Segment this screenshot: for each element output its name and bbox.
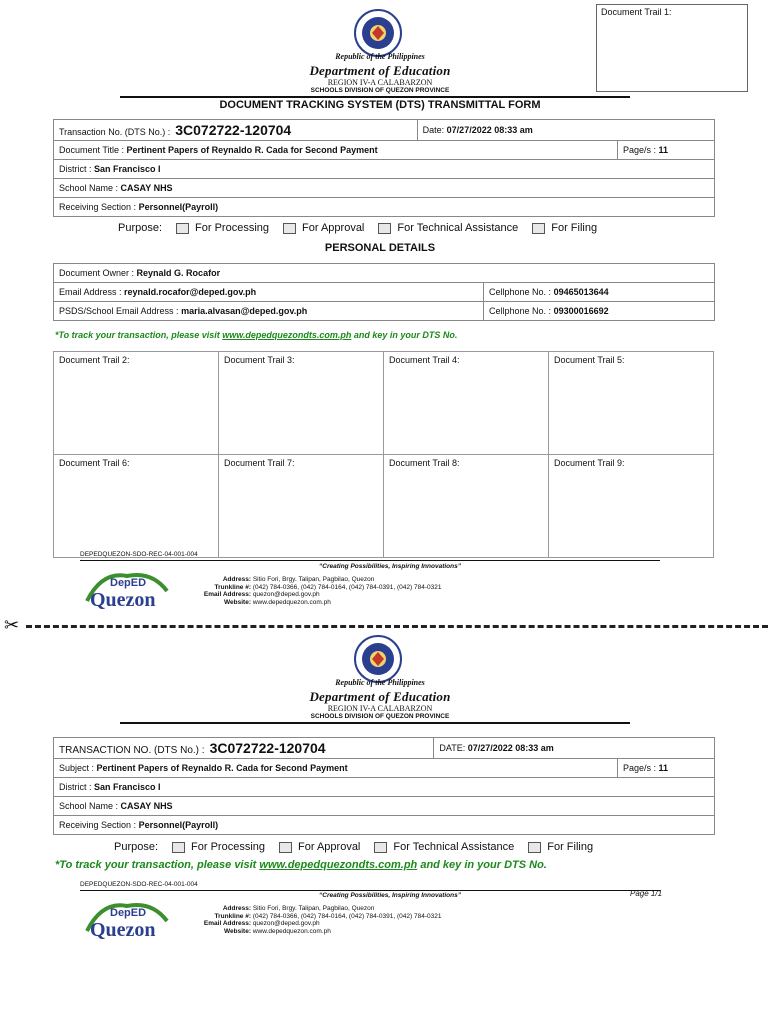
option-technical-assistance: For Technical Assistance bbox=[397, 222, 519, 234]
bottom-section-cell bbox=[54, 816, 715, 835]
footer-rule bbox=[80, 890, 660, 891]
email-label: Email Address : bbox=[59, 287, 122, 297]
republic-text: Republic of the Philippines bbox=[335, 52, 425, 61]
trunkline-value: (042) 784-0366, (042) 784-0164, (042) 784-0391, (042) 784-0321 bbox=[252, 583, 442, 591]
option-processing: For Processing bbox=[195, 222, 270, 234]
bottom-tracking-note-prefix: *To track your transaction, please visit bbox=[55, 859, 260, 871]
bottom-option-technical-assistance: For Technical Assistance bbox=[393, 841, 515, 853]
bottom-pages-label: Page/s : bbox=[623, 763, 657, 773]
cell-label: Cellphone No. : bbox=[489, 287, 552, 297]
tracking-note-suffix: and key in your DTS No. bbox=[351, 330, 458, 340]
bottom-transmittal-table bbox=[53, 737, 715, 835]
checkbox-processing[interactable] bbox=[176, 223, 189, 234]
bottom-pages-cell bbox=[618, 759, 715, 778]
footer-email-label: Email Address: bbox=[203, 591, 251, 598]
document-trail-1-box bbox=[596, 4, 748, 92]
footer-email-label: Email Address: bbox=[203, 920, 251, 927]
checkbox-technical-assistance[interactable] bbox=[378, 223, 391, 234]
tracking-note bbox=[55, 330, 457, 340]
division-text: SCHOOLS DIVISION OF QUEZON PROVINCE bbox=[310, 87, 450, 94]
section-cell bbox=[54, 198, 715, 217]
bottom-school-label: School Name : bbox=[59, 801, 119, 811]
footer-contact bbox=[156, 905, 441, 935]
transmittal-table bbox=[53, 119, 715, 217]
bottom-district-label: District : bbox=[59, 782, 92, 792]
school-cell bbox=[54, 179, 715, 198]
header-rule bbox=[120, 96, 630, 98]
footer-email-value: quezon@deped.gov.ph bbox=[252, 920, 320, 927]
date-label: Date: bbox=[422, 125, 445, 135]
logo-quezon-text: Quezon bbox=[90, 919, 156, 941]
trunkline-label: Trunkline #: bbox=[214, 912, 251, 920]
trail-7: Document Trail 7: bbox=[219, 455, 384, 558]
tracking-note-prefix: *To track your transaction, please visit bbox=[55, 330, 223, 340]
district-value: San Francisco I bbox=[94, 164, 161, 174]
footer-code: DEPEDQUEZON-SDO-REC-04-001-004 bbox=[80, 551, 198, 558]
trail-2: Document Trail 2: bbox=[54, 352, 219, 455]
address-value: Sitio Fori, Brgy. Talipan, Pagbilao, Quezon bbox=[252, 905, 375, 912]
bottom-option-filing: For Filing bbox=[547, 841, 594, 853]
cell2-label: Cellphone No. : bbox=[489, 306, 552, 316]
division-text: SCHOOLS DIVISION OF QUEZON PROVINCE bbox=[310, 713, 450, 720]
bottom-purpose-row bbox=[114, 841, 593, 853]
bottom-transaction-value: 3C072722-120704 bbox=[209, 740, 326, 756]
header-rule bbox=[120, 722, 630, 724]
option-approval: For Approval bbox=[302, 222, 365, 234]
bottom-checkbox-technical-assistance[interactable] bbox=[374, 842, 387, 853]
psds-cell bbox=[54, 302, 484, 321]
date-cell bbox=[417, 120, 714, 141]
bottom-subject-cell bbox=[54, 759, 618, 778]
document-title-cell bbox=[54, 141, 618, 160]
form-title: DOCUMENT TRACKING SYSTEM (DTS) TRANSMITTAL FORM bbox=[219, 99, 541, 111]
logo-quezon-text: Quezon bbox=[90, 589, 156, 611]
checkbox-filing[interactable] bbox=[532, 223, 545, 234]
bottom-section-value: Personnel(Payroll) bbox=[138, 820, 219, 830]
bottom-school-cell bbox=[54, 797, 715, 816]
bottom-subject-label: Subject : bbox=[59, 763, 95, 773]
region-text: REGION IV-A CALABARZON bbox=[327, 78, 433, 87]
bottom-transaction-cell bbox=[54, 738, 434, 759]
address-value: Sitio Fori, Brgy. Talipan, Pagbilao, Quezon bbox=[252, 576, 375, 583]
department-text: Department of Education bbox=[309, 63, 451, 78]
trail-6: Document Trail 6: bbox=[54, 455, 219, 558]
pages-label: Page/s : bbox=[623, 145, 657, 155]
tracking-link[interactable]: www.depedquezondts.com.ph bbox=[222, 330, 352, 340]
bottom-transaction-label: TRANSACTION NO. (DTS No.) : bbox=[59, 745, 205, 756]
cell2-cell bbox=[484, 302, 715, 321]
trail-9: Document Trail 9: bbox=[549, 455, 714, 558]
footer-contact bbox=[156, 576, 441, 606]
cut-line bbox=[26, 625, 768, 628]
trail-3: Document Trail 3: bbox=[219, 352, 384, 455]
footer-motto: “Creating Possibilities, Inspiring Innovations” bbox=[319, 892, 461, 899]
bottom-option-processing: For Processing bbox=[191, 841, 266, 853]
section-label: Receiving Section : bbox=[59, 202, 137, 212]
address-label: Address: bbox=[222, 905, 251, 912]
trail-5: Document Trail 5: bbox=[549, 352, 714, 455]
page-indicator: Page 1/1 bbox=[630, 889, 663, 898]
school-label: School Name : bbox=[59, 183, 119, 193]
option-filing: For Filing bbox=[551, 222, 598, 234]
district-cell bbox=[54, 160, 715, 179]
bottom-section-label: Receiving Section : bbox=[59, 820, 137, 830]
trail-8: Document Trail 8: bbox=[384, 455, 549, 558]
bottom-date-cell bbox=[434, 738, 715, 759]
personal-details-heading: PERSONAL DETAILS bbox=[324, 242, 436, 254]
bottom-date-label: DATE: bbox=[439, 743, 466, 753]
website-label: Website: bbox=[224, 927, 251, 935]
bottom-pages-value: 11 bbox=[658, 763, 669, 773]
trunkline-label: Trunkline #: bbox=[214, 583, 251, 591]
owner-cell bbox=[54, 264, 715, 283]
bottom-option-approval: For Approval bbox=[298, 841, 361, 853]
scissors-icon: ✂ bbox=[4, 615, 20, 635]
bottom-district-cell bbox=[54, 778, 715, 797]
transaction-value: 3C072722-120704 bbox=[175, 122, 292, 138]
website-value: www.depedquezon.com.ph bbox=[252, 598, 331, 606]
bottom-tracking-note-suffix: and key in your DTS No. bbox=[417, 859, 547, 871]
republic-text: Republic of the Philippines bbox=[335, 678, 425, 687]
document-title-label: Document Title : bbox=[59, 145, 125, 155]
logo-deped-text: DepED bbox=[110, 907, 147, 919]
website-value: www.depedquezon.com.ph bbox=[252, 927, 331, 935]
psds-value: maria.alvasan@deped.gov.ph bbox=[181, 306, 308, 316]
bottom-tracking-note bbox=[55, 859, 547, 871]
logo-deped-text: DepED bbox=[110, 577, 147, 589]
region-text: REGION IV-A CALABARZON bbox=[327, 704, 433, 713]
bottom-date-value: 07/27/2022 08:33 am bbox=[467, 743, 554, 753]
bottom-purpose-label: Purpose: bbox=[114, 841, 159, 853]
footer-rule bbox=[80, 560, 660, 561]
cell2-value: 09300016692 bbox=[553, 306, 609, 316]
document-title-value: Pertinent Papers of Reynaldo R. Cada for Second Payment bbox=[126, 145, 378, 155]
document-trail-1-label: Document Trail 1: bbox=[601, 7, 672, 17]
bottom-checkbox-processing[interactable] bbox=[172, 842, 185, 853]
bottom-subject-value: Pertinent Papers of Reynaldo R. Cada for Second Payment bbox=[96, 763, 348, 773]
owner-label: Document Owner : bbox=[59, 268, 135, 278]
footer-motto: “Creating Possibilities, Inspiring Innovations” bbox=[319, 563, 461, 570]
email-cell bbox=[54, 283, 484, 302]
footer-code: DEPEDQUEZON-SDO-REC-04-001-004 bbox=[80, 881, 198, 888]
cell-value: 09465013644 bbox=[553, 287, 609, 297]
bottom-district-value: San Francisco I bbox=[94, 782, 161, 792]
owner-value: Reynald G. Rocafor bbox=[136, 268, 221, 278]
transaction-cell bbox=[54, 120, 418, 141]
psds-label: PSDS/School Email Address : bbox=[59, 306, 179, 316]
footer-email-value: quezon@deped.gov.ph bbox=[252, 591, 320, 598]
district-label: District : bbox=[59, 164, 92, 174]
pages-value: 11 bbox=[658, 145, 669, 155]
bottom-checkbox-filing[interactable] bbox=[528, 842, 541, 853]
date-value: 07/27/2022 08:33 am bbox=[446, 125, 533, 135]
document-trail-grid bbox=[53, 351, 714, 558]
department-text: Department of Education bbox=[309, 689, 451, 704]
bottom-checkbox-approval[interactable] bbox=[279, 842, 292, 853]
website-label: Website: bbox=[224, 598, 251, 606]
pages-cell bbox=[618, 141, 715, 160]
cell-cell bbox=[484, 283, 715, 302]
section-value: Personnel(Payroll) bbox=[138, 202, 219, 212]
school-value: CASAY NHS bbox=[120, 183, 173, 193]
email-value: reynald.rocafor@deped.gov.ph bbox=[124, 287, 257, 297]
bottom-school-value: CASAY NHS bbox=[120, 801, 173, 811]
personal-details-table bbox=[53, 263, 715, 321]
trunkline-value: (042) 784-0366, (042) 784-0164, (042) 784-0391, (042) 784-0321 bbox=[252, 912, 442, 920]
transaction-label: Transaction No. (DTS No.) : bbox=[59, 127, 171, 137]
checkbox-approval[interactable] bbox=[283, 223, 296, 234]
address-label: Address: bbox=[222, 576, 251, 583]
trail-4: Document Trail 4: bbox=[384, 352, 549, 455]
purpose-label: Purpose: bbox=[118, 222, 163, 234]
bottom-tracking-link[interactable]: www.depedquezondts.com.ph bbox=[259, 859, 418, 871]
purpose-row bbox=[118, 222, 597, 234]
